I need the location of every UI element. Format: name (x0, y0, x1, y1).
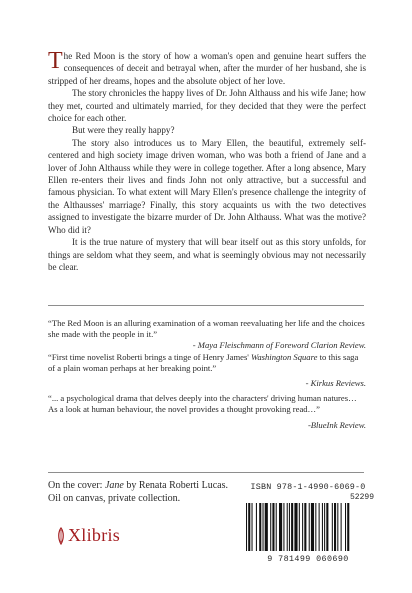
barcode-bar (279, 503, 282, 551)
ean-digits: 9 781499 060690 (267, 554, 349, 564)
publisher-logo-icon (56, 527, 66, 545)
synopsis-paragraph-2: The story chronicles the happy lives of Dr. John Althauss and his wife Jane; how they met, courted and ultimately married, for they decided that they were the perfect choice for each other. (48, 88, 366, 124)
barcode-bar (332, 503, 333, 551)
barcode-bar (252, 503, 253, 551)
barcode-bar (341, 503, 342, 551)
barcode-bar (299, 503, 300, 551)
barcode-bar (270, 503, 271, 551)
synopsis (48, 50, 366, 273)
cover-credit-line-1: On the cover: Jane by Renata Roberti Lucas. (48, 480, 228, 491)
barcode-bar (315, 503, 316, 551)
review-attribution-2: - Kirkus Reviews. (305, 378, 366, 389)
cover-credit-line-2: Oil on canvas, private collection. (48, 492, 181, 504)
drop-cap: T (48, 48, 63, 74)
review-attribution-3: -BlueInk Review. (307, 419, 366, 430)
barcode-block (240, 482, 376, 572)
barcode-icon (242, 503, 374, 553)
reviews (48, 318, 366, 431)
barcode-bar (345, 503, 346, 551)
barcode-bar (265, 503, 268, 551)
synopsis-paragraph-5: It is the true nature of mystery that will bear itself out as this story unfolds, for things are seldom what they seem, and what is seemingly obvious may not necessarily be clear. (48, 237, 366, 272)
barcode-bar (291, 503, 293, 551)
synopsis-paragraph-1: The Red Moon is the story of how a woman's open and genuine heart suffers the consequences of deceit and betrayal when, after the murder of her husband, she is stripped of her dreams, hopes and the absolute object of her love. (48, 48, 366, 86)
barcode-bar (309, 503, 310, 551)
divider-top (48, 305, 364, 306)
review-quote-2: “First time novelist Roberti brings a tinge of Henry James' Washington Square to this saga of a plain woman perhaps at her breaking point.” (48, 351, 359, 373)
barcode-bar (276, 503, 277, 551)
barcode-bar (289, 503, 290, 551)
barcode-bar (259, 503, 261, 551)
synopsis-paragraph-3: But were they really happy? (72, 125, 175, 136)
barcode-bar (256, 503, 257, 551)
barcode-bar (347, 503, 349, 551)
barcode-bar (263, 503, 264, 551)
synopsis-paragraph-4: The story also introduces us to Mary Ellen, the beautiful, extremely self-centered and high society image driven woman, who was both a friend of Jane and a lover of John Althauss while they were in college together. After a long absence, Mary Ellen re-enters their lives and finds John not only attractive, but a successful and famous physician. To what extent will Mary Ellen's presence challenge the integrity of the Althausses' marriage? Finally, this story acquaints us with the two detectives assigned to investigate the bizarre murder of Dr. John Althauss. What was the motive? Who did it? (48, 137, 366, 235)
barcode-bar (322, 503, 323, 551)
barcode-bar (326, 503, 328, 551)
barcode-bar (324, 503, 325, 551)
barcode-bar (246, 503, 247, 551)
price-code: 52299 (349, 493, 374, 502)
isbn-label: ISBN 978-1-4990-6069-0 (250, 482, 366, 492)
barcode-bar (283, 503, 284, 551)
publisher-logo (56, 525, 120, 546)
review-attribution-1: - Maya Fleischmann of Foreword Clarion Review. (192, 340, 366, 351)
barcode-bar (294, 503, 297, 551)
barcode-bar (302, 503, 303, 551)
barcode-bar (337, 503, 338, 551)
review-quote-3: “... a psychological drama that delves deeply into the characters' driving human natures… As a look at human behaviour, the novel provides a thought provoking read…” (48, 393, 357, 415)
review-quote-1: “The Red Moon is an alluring examination of a woman reevaluating her life and the choices she made with the people in it.” (48, 318, 365, 340)
barcode-bar (287, 503, 288, 551)
divider-bottom (48, 472, 364, 473)
barcode-bar (311, 503, 314, 551)
publisher-name: Xlibris (68, 525, 121, 545)
barcode-bar (334, 503, 336, 551)
barcode-bar (272, 503, 274, 551)
barcode-bar (248, 503, 250, 551)
barcode-bar (319, 503, 320, 551)
barcode-bar (304, 503, 306, 551)
cover-credit (48, 480, 248, 505)
